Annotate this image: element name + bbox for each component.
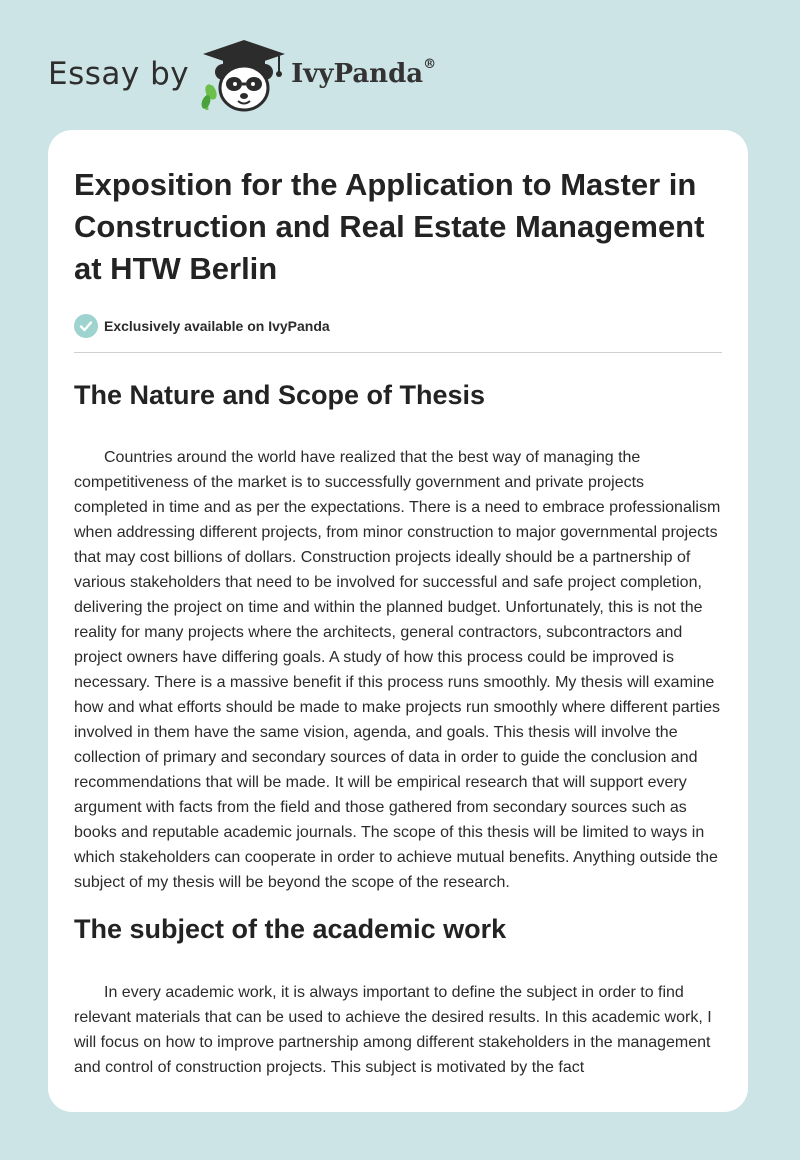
section-heading-subject: The subject of the academic work [74,914,507,944]
divider [74,352,722,353]
brand-name-text: IvyPanda [291,59,424,89]
check-circle-icon [74,314,98,338]
exclusive-badge [74,314,722,338]
registered-mark: ® [423,57,437,72]
exclusive-label: Exclusively available on IvyPanda [104,318,330,334]
panda-logo-icon[interactable] [199,34,289,114]
section-paragraph-nature-scope: Countries around the world have realized that the best way of managing the competitiveness of the market is to successfully government and private projects completed in time and as per the expectations. There is a need to embrace professionalism when addressing different projects, from minor construction to major governmental projects that may cost billions of dollars. Construction projects ideally should be a partnership of various stakeholders that need to be involved for successful and safe project completion, delivering the project on time and within the planned budget. Unfortunately, this is not the reality for many projects where the architects, general contractors, subcontractors and project owners have differing goals. A study of how this process could be improved is necessary. There is a massive benefit if this process runs smoothly. My thesis will examine how and what efforts should be made to make projects run smoothly where different parties involved in them have the same vision, agenda, and goals. This thesis will involve the collection of primary and secondary sources of data in order to guide the conclusion and recommendations that will be made. It will be empirical research that will support every argument with facts from the field and those gathered from secondary sources such as books and reputable academic journals. The scope of this thesis will be limited to ways in which stakeholders can cooperate in order to achieve mutual benefits. Anything outside the subject of my thesis will be beyond the scope of the research. [74,449,721,891]
essay-by-label: Essay by [48,56,190,92]
section-paragraph-subject: In every academic work, it is always important to define the subject in order to find relevant materials that can be used to achieve the desired results. In this academic work, I will focus on how to improve partnership among different stakeholders in the management and control of construction projects. This subject is motivated by the fact [74,984,712,1076]
brand-name [291,59,436,89]
site-header [48,34,436,114]
section-heading-nature-scope: The Nature and Scope of Thesis [74,380,486,410]
article-card [48,130,748,1112]
article-title: Exposition for the Application to Master in Construction and Real Estate Management at HTW Berlin [74,167,705,286]
